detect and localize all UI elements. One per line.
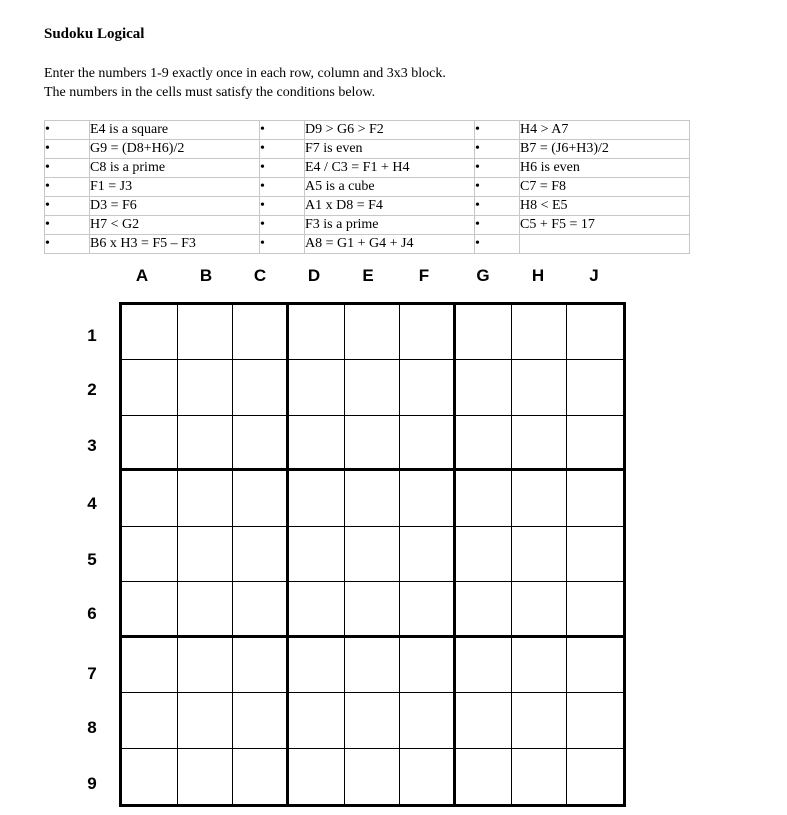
bullet-marker: • [260, 121, 305, 140]
bullet-marker: • [260, 140, 305, 159]
grid-cell[interactable] [178, 638, 234, 693]
grid-cell[interactable] [567, 527, 623, 582]
bullet-marker: • [260, 197, 305, 216]
condition-text: D9 > G6 > F2 [305, 121, 475, 140]
row-label: 8 [87, 718, 97, 737]
grid-cell[interactable] [178, 471, 234, 526]
condition-text: F7 is even [305, 140, 475, 159]
row-label: 3 [87, 436, 97, 455]
column-label: E [362, 266, 374, 285]
grid-cell[interactable] [289, 582, 345, 637]
condition-text: C5 + F5 = 17 [520, 216, 690, 235]
row-label: 1 [87, 326, 97, 345]
bullet-marker: • [260, 178, 305, 197]
grid-cell[interactable] [233, 471, 289, 526]
grid-cell[interactable] [345, 749, 401, 804]
bullet-marker: • [260, 159, 305, 178]
instruction-line: The numbers in the cells must satisfy the conditions below. [44, 85, 376, 100]
column-label: A [135, 266, 149, 285]
grid-cell[interactable] [512, 305, 568, 360]
grid-cell[interactable] [400, 305, 456, 360]
grid-cell[interactable] [567, 693, 623, 748]
grid-cell[interactable] [567, 471, 623, 526]
condition-text: C8 is a prime [90, 159, 260, 178]
instructions [44, 64, 446, 102]
grid-cell[interactable] [122, 582, 178, 637]
condition-row [45, 140, 690, 159]
grid-cell[interactable] [345, 360, 401, 415]
grid-cell[interactable] [400, 416, 456, 471]
bullet-marker: • [475, 216, 520, 235]
condition-row [45, 178, 690, 197]
grid-cell[interactable] [345, 305, 401, 360]
grid-cell[interactable] [289, 527, 345, 582]
condition-text: F1 = J3 [90, 178, 260, 197]
condition-text: E4 is a square [90, 121, 260, 140]
condition-text: E4 / C3 = F1 + H4 [305, 159, 475, 178]
grid-cell[interactable] [567, 749, 623, 804]
condition-row [45, 121, 690, 140]
grid-cell[interactable] [289, 693, 345, 748]
bullet-marker: • [475, 235, 520, 254]
grid-cell[interactable] [289, 471, 345, 526]
bullet-marker: • [45, 121, 90, 140]
grid-cell[interactable] [512, 416, 568, 471]
row-label: 2 [87, 380, 97, 399]
column-label: J [589, 266, 599, 285]
column-label: B [199, 266, 213, 285]
condition-text: H7 < G2 [90, 216, 260, 235]
grid-cell[interactable] [456, 582, 512, 637]
grid-cell[interactable] [289, 305, 345, 360]
grid-cell[interactable] [456, 638, 512, 693]
grid-cell[interactable] [400, 527, 456, 582]
grid-cell[interactable] [345, 416, 401, 471]
bullet-marker: • [260, 216, 305, 235]
column-label: H [531, 266, 545, 285]
bullet-marker: • [45, 159, 90, 178]
grid-cell[interactable] [456, 693, 512, 748]
grid-cell[interactable] [178, 305, 234, 360]
grid-cell[interactable] [178, 527, 234, 582]
grid-cell[interactable] [233, 582, 289, 637]
condition-text [520, 235, 690, 254]
bullet-marker: • [475, 121, 520, 140]
grid-cell[interactable] [512, 638, 568, 693]
grid-cell[interactable] [512, 527, 568, 582]
grid-cell[interactable] [233, 749, 289, 804]
grid-cell[interactable] [400, 471, 456, 526]
grid-cell[interactable] [400, 749, 456, 804]
grid-cell[interactable] [289, 638, 345, 693]
grid-cell[interactable] [233, 527, 289, 582]
bullet-marker: • [45, 197, 90, 216]
row-label: 4 [87, 494, 97, 513]
sudoku-grid [119, 302, 626, 807]
grid-cell[interactable] [233, 360, 289, 415]
grid-cell[interactable] [567, 305, 623, 360]
condition-row [45, 216, 690, 235]
condition-text: A1 x D8 = F4 [305, 197, 475, 216]
column-label: F [418, 266, 430, 285]
grid-cell[interactable] [122, 360, 178, 415]
grid-cell[interactable] [122, 416, 178, 471]
grid-cell[interactable] [567, 582, 623, 637]
grid-cell[interactable] [122, 638, 178, 693]
grid-cell[interactable] [567, 416, 623, 471]
grid-cell[interactable] [345, 582, 401, 637]
grid-cell[interactable] [456, 749, 512, 804]
row-label: 7 [87, 664, 97, 683]
column-label: C [253, 266, 267, 285]
grid-cell[interactable] [400, 638, 456, 693]
column-label: G [476, 266, 490, 285]
grid-cell[interactable] [122, 471, 178, 526]
bullet-marker: • [475, 178, 520, 197]
grid-cell[interactable] [178, 360, 234, 415]
grid-cell[interactable] [233, 305, 289, 360]
grid-cell[interactable] [233, 638, 289, 693]
grid-cell[interactable] [512, 360, 568, 415]
grid-cell[interactable] [178, 693, 234, 748]
grid-cell[interactable] [122, 305, 178, 360]
condition-text: A5 is a cube [305, 178, 475, 197]
grid-cell[interactable] [233, 416, 289, 471]
bullet-marker: • [475, 197, 520, 216]
grid-cell[interactable] [456, 416, 512, 471]
grid-cell[interactable] [512, 693, 568, 748]
grid-cell[interactable] [512, 749, 568, 804]
grid-cell[interactable] [400, 582, 456, 637]
row-label: 5 [87, 550, 97, 569]
condition-text: H4 > A7 [520, 121, 690, 140]
grid-cell[interactable] [345, 693, 401, 748]
grid-cell[interactable] [456, 305, 512, 360]
condition-row [45, 197, 690, 216]
bullet-marker: • [475, 159, 520, 178]
grid-cell[interactable] [456, 471, 512, 526]
grid-cell[interactable] [289, 360, 345, 415]
condition-text: D3 = F6 [90, 197, 260, 216]
column-label: D [307, 266, 321, 285]
bullet-marker: • [260, 235, 305, 254]
condition-text: G9 = (D8+H6)/2 [90, 140, 260, 159]
grid-cell[interactable] [178, 416, 234, 471]
condition-row [45, 159, 690, 178]
grid-cell[interactable] [400, 360, 456, 415]
grid-cell[interactable] [400, 693, 456, 748]
condition-text: H8 < E5 [520, 197, 690, 216]
grid-cell[interactable] [122, 527, 178, 582]
grid-cell[interactable] [178, 582, 234, 637]
condition-text: B7 = (J6+H3)/2 [520, 140, 690, 159]
condition-text: B6 x H3 = F5 – F3 [90, 235, 260, 254]
grid-cell[interactable] [122, 749, 178, 804]
bullet-marker: • [475, 140, 520, 159]
conditions-table [44, 120, 690, 254]
grid-cell[interactable] [289, 416, 345, 471]
row-label: 6 [87, 604, 97, 623]
condition-row [45, 235, 690, 254]
grid-cell[interactable] [289, 749, 345, 804]
grid-cell[interactable] [567, 360, 623, 415]
condition-text: H6 is even [520, 159, 690, 178]
grid-cell[interactable] [345, 638, 401, 693]
grid-cell[interactable] [233, 693, 289, 748]
grid-cell[interactable] [456, 360, 512, 415]
grid-cell[interactable] [178, 749, 234, 804]
grid-cell[interactable] [122, 693, 178, 748]
page-title: Sudoku Logical [44, 26, 145, 42]
bullet-marker: • [45, 140, 90, 159]
row-label: 9 [87, 774, 97, 793]
condition-text: F3 is a prime [305, 216, 475, 235]
instruction-line: Enter the numbers 1-9 exactly once in each row, column and 3x3 block. [44, 66, 446, 81]
condition-text: C7 = F8 [520, 178, 690, 197]
condition-text: A8 = G1 + G4 + J4 [305, 235, 475, 254]
grid-cell[interactable] [567, 638, 623, 693]
grid-cell[interactable] [456, 527, 512, 582]
bullet-marker: • [45, 178, 90, 197]
grid-cell[interactable] [345, 527, 401, 582]
grid-cell[interactable] [512, 471, 568, 526]
bullet-marker: • [45, 235, 90, 254]
grid-cell[interactable] [345, 471, 401, 526]
grid-cell[interactable] [512, 582, 568, 637]
bullet-marker: • [45, 216, 90, 235]
